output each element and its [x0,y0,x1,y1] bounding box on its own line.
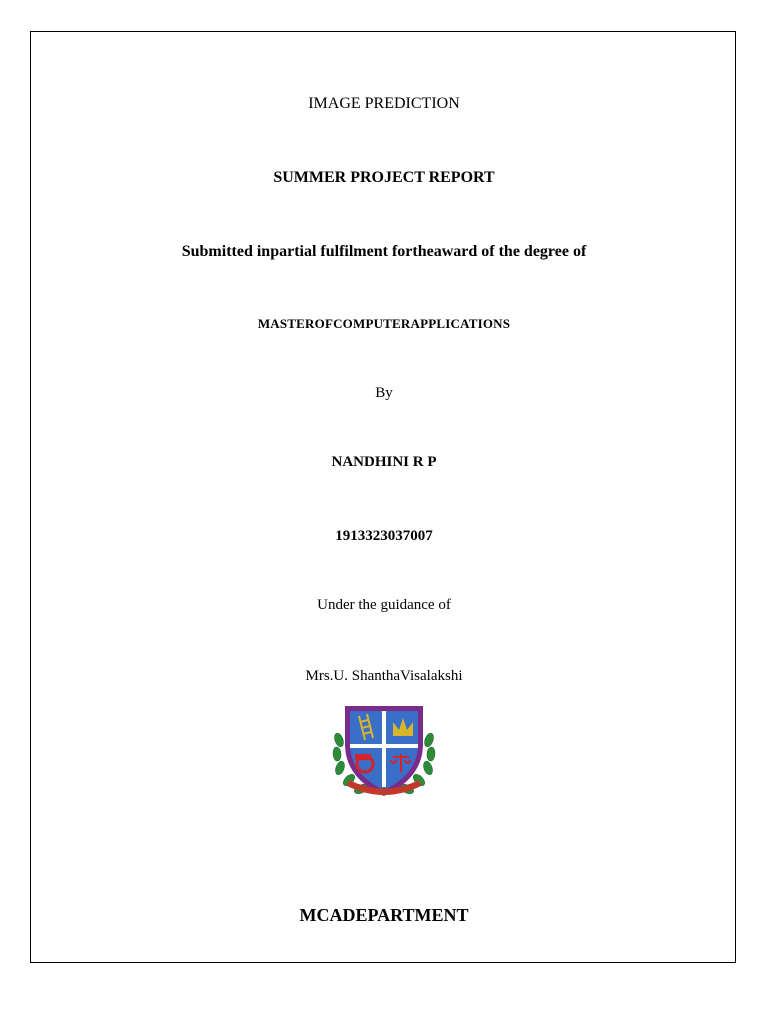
department-name: MCADEPARTMENT [299,905,469,925]
report-type: SUMMER PROJECT REPORT [273,169,495,186]
college-crest-emblem-icon [325,700,443,804]
by-label: By [375,385,393,401]
submission-statement: Submitted inpartial fulfilment fortheaward of the degree of [181,243,587,260]
guidance-label: Under the guidance of [317,597,451,613]
author-name: NANDHINI R P [331,454,437,470]
guide-name: Mrs.U. ShanthaVisalakshi [305,668,463,684]
register-number: 1913323037007 [335,528,433,544]
degree-name: MASTEROFCOMPUTERAPPLICATIONS [257,316,511,331]
project-title: IMAGE PREDICTION [308,95,460,112]
